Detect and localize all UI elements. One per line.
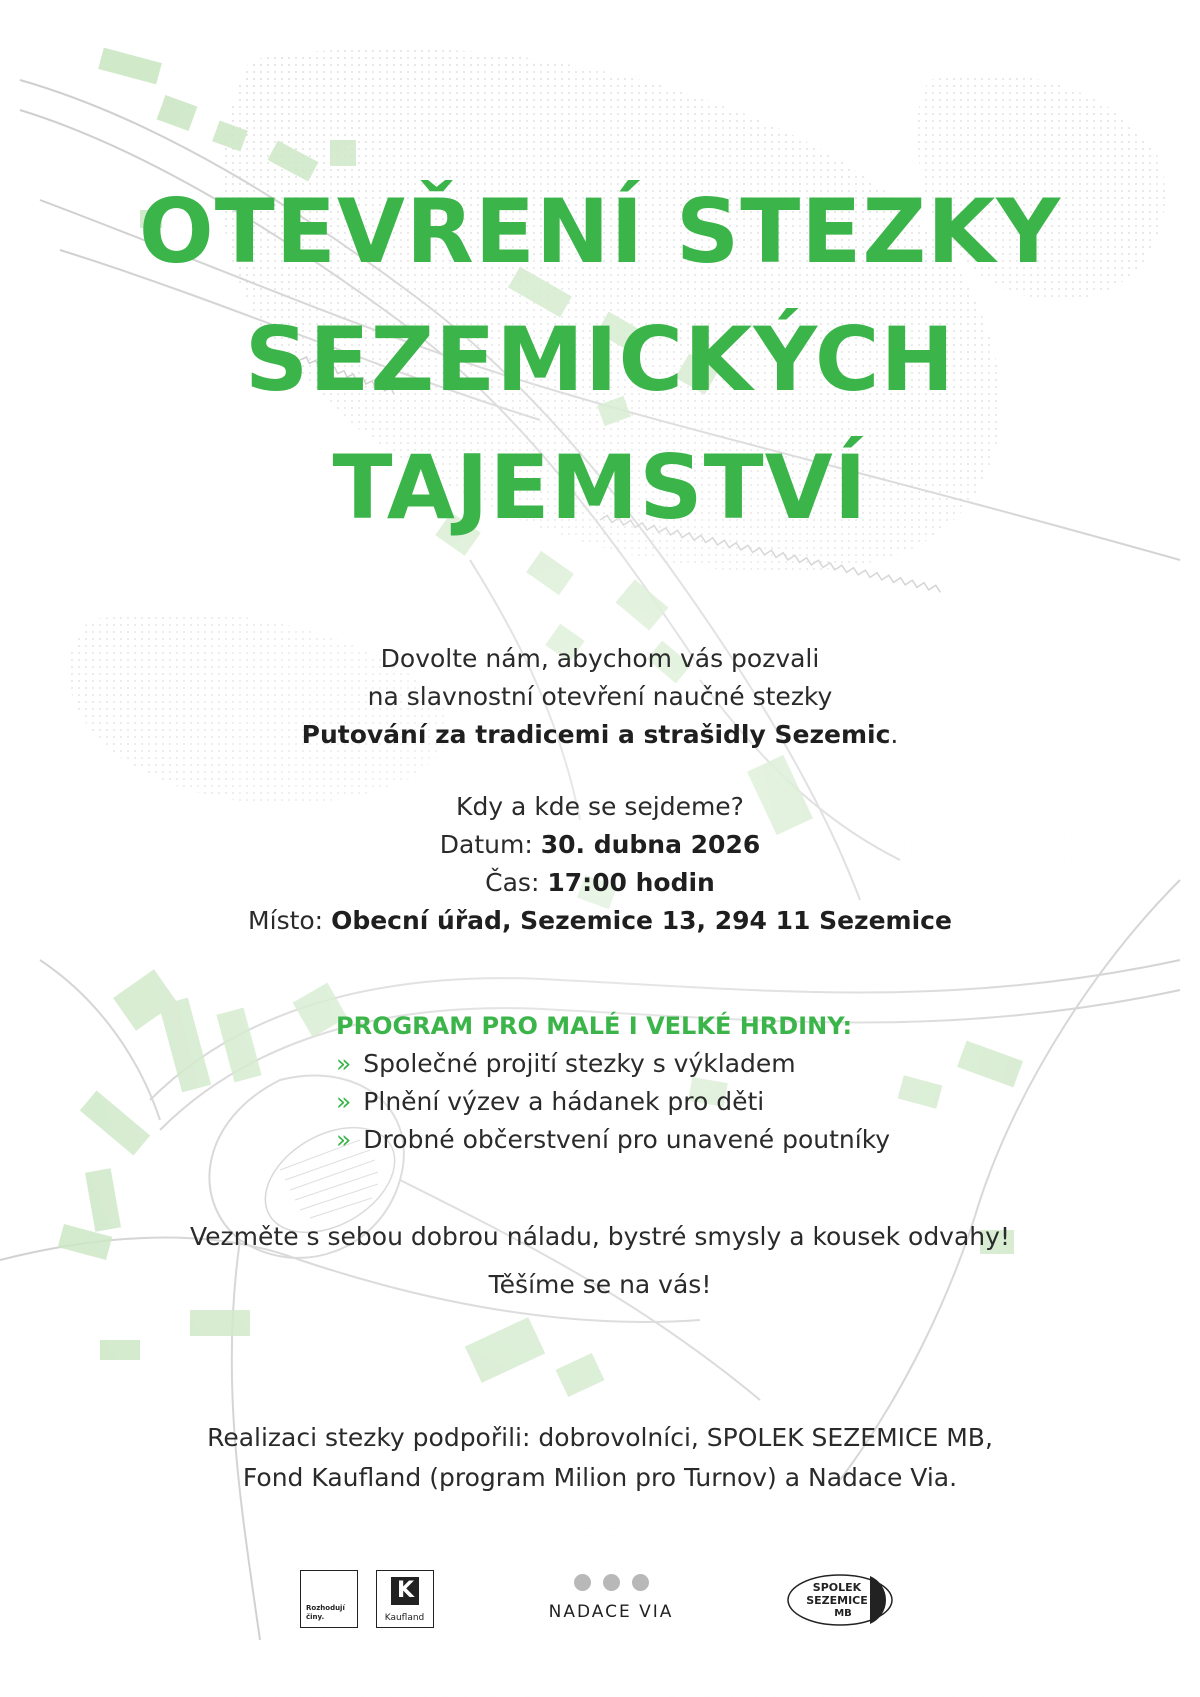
date-value: 30. dubna 2026 — [540, 830, 761, 859]
via-dots-icon — [536, 1574, 686, 1592]
program-item-text: Drobné občerstvení pro unavené poutníky — [363, 1125, 891, 1154]
kaufland-k-icon — [391, 1577, 419, 1605]
rozhoduji-logo-text: Rozhodují činy. — [306, 1604, 345, 1621]
sponsors-text — [0, 1418, 1200, 1498]
place-value: Obecní úřad, Sezemice 13, 294 11 Sezemice — [331, 906, 952, 935]
kaufland-logo — [376, 1570, 434, 1628]
closing-text — [0, 1218, 1200, 1304]
svg-text:SPOLEK: SPOLEK — [812, 1581, 862, 1594]
bullet-icon: » — [336, 1125, 352, 1154]
title-line: TAJEMSTVÍ — [332, 436, 868, 539]
program-item — [336, 1045, 1036, 1083]
date-label: Datum: — [439, 830, 541, 859]
invitation-line: na slavnostní otevření naučné stezky — [367, 682, 833, 711]
bullet-icon: » — [336, 1087, 352, 1116]
invitation-line: Dovolte nám, abychom vás pozvali — [380, 644, 820, 673]
event-date — [0, 826, 1200, 864]
poster-title — [0, 168, 1200, 552]
event-details — [0, 788, 1200, 940]
sponsors-line: Realizaci stezky podpořili: dobrovolníci, SPOLEK SEZEMICE MB, — [207, 1423, 993, 1452]
program-heading: PROGRAM PRO MALÉ I VELKÉ HRDINY: — [336, 1012, 853, 1040]
closing-line: Těšíme se na vás! — [488, 1270, 712, 1299]
event-question: Kdy a kde se sejdeme? — [456, 792, 744, 821]
title-line: SEZEMICKÝCH — [244, 308, 956, 411]
svg-text:SEZEMICE: SEZEMICE — [806, 1594, 868, 1607]
time-label: Čas: — [485, 868, 548, 897]
bullet-icon: » — [336, 1049, 352, 1078]
invitation-trail-line — [0, 716, 1200, 754]
event-time — [0, 864, 1200, 902]
sponsors-line: Fond Kaufland (program Milion pro Turnov) a Nadace Via. — [242, 1463, 958, 1492]
place-label: Místo: — [248, 906, 332, 935]
program-item — [336, 1121, 1036, 1159]
program-section — [336, 1007, 1036, 1159]
sponsor-logos — [0, 1570, 1200, 1650]
title-line: OTEVŘENÍ STEZKY — [138, 180, 1062, 283]
rozhoduji-ciny-logo — [300, 1570, 358, 1628]
spolek-sezemice-logo — [785, 1572, 895, 1628]
svg-text:MB: MB — [834, 1608, 852, 1619]
program-list — [336, 1045, 1036, 1159]
program-item-text: Plnění výzev a hádanek pro děti — [363, 1087, 765, 1116]
nadace-via-logo — [536, 1574, 686, 1622]
trail-name: Putování za tradicemi a strašidly Sezemic — [301, 720, 891, 749]
event-place — [0, 902, 1200, 940]
time-value: 17:00 hodin — [547, 868, 715, 897]
trail-suffix: . — [890, 720, 899, 749]
invitation-text — [0, 640, 1200, 754]
program-item-text: Společné projití stezky s výkladem — [363, 1049, 796, 1078]
closing-line: Vezměte s sebou dobrou náladu, bystré smysly a kousek odvahy! — [190, 1222, 1010, 1251]
nadace-via-text: NADACE VIA — [548, 1602, 674, 1622]
kaufland-logo-text: Kaufland — [384, 1613, 425, 1623]
program-item — [336, 1083, 1036, 1121]
